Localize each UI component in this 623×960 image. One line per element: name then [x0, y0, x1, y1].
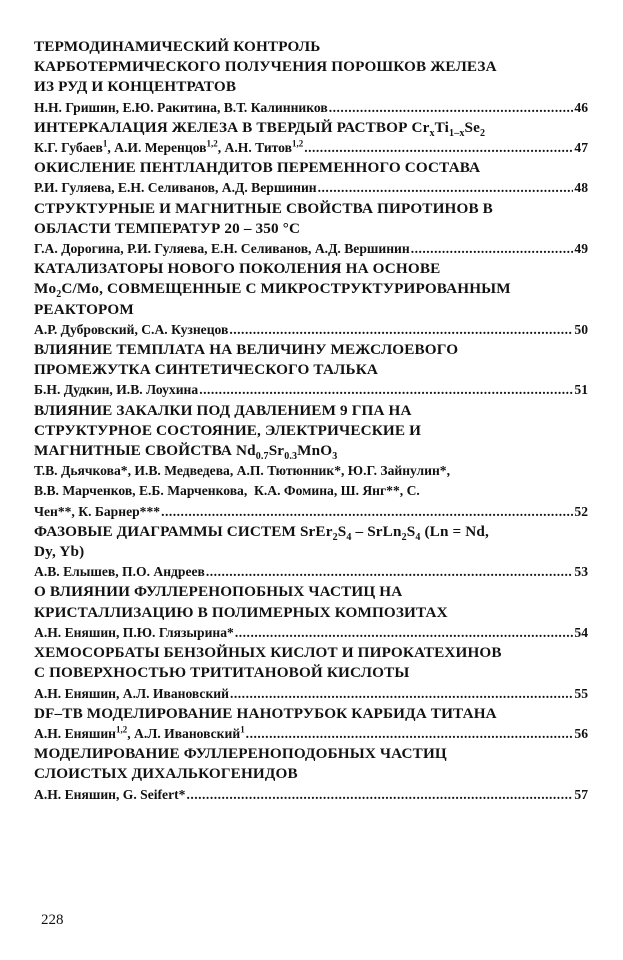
toc-entry: [34, 582, 588, 643]
entry-authors: К.Г. Губаев$^1$, А.И. Меренцов$^{1,2}$, А.Н. Титов$^{1,2}$: [34, 138, 304, 156]
dot-leader: [199, 380, 573, 400]
entry-title-line: ИНТЕРКАЛАЦИЯ ЖЕЛЕЗА В ТВЕРДЫЙ РАСТВОР $Cr_xTi_{1-x}Se_2$: [34, 118, 486, 139]
entry-authors-line: В.В. Марченков, Е.Б. Марченкова, К.А. Фомина, Ш. Янг**, С.: [34, 483, 420, 499]
entry-title-line: КАТАЛИЗАТОРЫ НОВОГО ПОКОЛЕНИЯ НА ОСНОВЕ: [34, 260, 441, 278]
entry-authors-row: [34, 684, 588, 704]
toc-entry: [34, 643, 588, 704]
entry-page-number: 57: [574, 786, 588, 802]
toc-entry: [34, 37, 588, 118]
dot-leader: [230, 684, 573, 704]
entry-title-line: СТРУКТУРНЫЕ И МАГНИТНЫЕ СВОЙСТВА ПИРОТИНОВ В: [34, 199, 493, 217]
entry-authors-row: [34, 98, 588, 118]
entry-page-number: 56: [574, 725, 588, 741]
entry-authors: Б.Н. Дудкин, И.В. Лоухина: [34, 382, 199, 398]
entry-authors-row: [34, 320, 588, 340]
entry-authors-row: [34, 623, 588, 643]
entry-title-line: РЕАКТОРОМ: [34, 300, 134, 318]
toc-entry: [34, 340, 588, 401]
entry-page-number: 55: [574, 685, 588, 701]
entry-authors-row: [34, 239, 588, 259]
dot-leader: [304, 138, 573, 158]
entry-authors: А.В. Елышев, П.О. Андреев: [34, 564, 205, 580]
entry-title-line: ТЕРМОДИНАМИЧЕСКИЙ КОНТРОЛЬ: [34, 38, 321, 55]
entry-authors: А.Н. Еняшин, G. Seifert*: [34, 786, 186, 802]
entry-title-line: ВЛИЯНИЕ ТЕМПЛАТА НА ВЕЛИЧИНУ МЕЖСЛОЕВОГО: [34, 341, 459, 359]
entry-authors: Г.А. Дорогина, Р.И. Гуляева, Е.Н. Селиванов, А.Д. Вершинин: [34, 241, 410, 257]
entry-authors-line: Т.В. Дьячкова*, И.В. Медведева, А.П. Тютюнник*, Ю.Г. Зайнулин*,: [34, 463, 451, 479]
entry-authors: Н.Н. Гришин, Е.Ю. Ракитина, В.Т. Калинников: [34, 99, 328, 115]
toc-entry: [34, 199, 588, 260]
entry-authors: А.Н. Еняшин$^{1,2}$, А.Л. Ивановский$^1$: [34, 724, 245, 741]
entry-title-line: КРИСТАЛЛИЗАЦИЮ В ПОЛИМЕРНЫХ КОМПОЗИТАХ: [34, 603, 448, 621]
entry-title-line: МАГНИТНЫЕ СВОЙСТВА $Nd_{0.7}Sr_{0.3}MnO_3$: [34, 442, 338, 463]
entry-title-line: ОБЛАСТИ ТЕМПЕРАТУР 20 – 350 °С: [34, 219, 301, 237]
entry-title-line: ФАЗОВЫЕ ДИАГРАММЫ СИСТЕМ $SrEr_2S_4$ – $SrLn_2S_4$ (Ln = Nd,: [34, 522, 489, 543]
dot-leader: [235, 623, 574, 643]
entry-authors-row: [34, 380, 588, 400]
toc-entry: [34, 401, 588, 522]
toc-entry: [34, 118, 588, 158]
entry-page-number: 48: [574, 180, 588, 196]
dot-leader: [246, 724, 574, 744]
page-number: 228: [41, 912, 64, 928]
entry-authors: А.Р. Дубровский, С.А. Кузнецов: [34, 321, 229, 337]
dot-leader: [206, 562, 574, 582]
dot-leader: [329, 98, 574, 118]
entry-authors-row: [34, 785, 588, 805]
entry-page-number: 49: [574, 241, 588, 257]
entry-title-line: МОДЕЛИРОВАНИЕ ФУЛЛЕРЕНОПОДОБНЫХ ЧАСТИЦ: [34, 745, 447, 763]
dot-leader: [186, 785, 573, 805]
entry-page-number: 51: [574, 382, 588, 398]
entry-title-line: ВЛИЯНИЕ ЗАКАЛКИ ПОД ДАВЛЕНИЕМ 9 ГПА НА: [34, 401, 412, 419]
entry-title-line: ПРОМЕЖУТКА СИНТЕТИЧЕСКОГО ТАЛЬКА: [34, 361, 378, 379]
dot-leader: [411, 239, 574, 259]
entry-authors: А.Н. Еняшин, А.Л. Ивановский: [34, 685, 229, 701]
entry-authors: А.Н. Еняшин, П.Ю. Глязырина*: [34, 624, 234, 640]
entry-title-line: $Mo_2C/Mo$, СОВМЕЩЕННЫЕ С МИКРОСТРУКТУРИРОВАННЫМ: [34, 280, 511, 301]
entry-page-number: 52: [574, 503, 588, 519]
toc-entry: [34, 522, 588, 583]
entry-title-line: СТРУКТУРНОЕ СОСТОЯНИЕ, ЭЛЕКТРИЧЕСКИЕ И: [34, 421, 422, 439]
entry-title-line: КАРБОТЕРМИЧЕСКОГО ПОЛУЧЕНИЯ ПОРОШКОВ ЖЕЛЕЗА: [34, 58, 497, 76]
entry-authors-row: [34, 178, 588, 198]
entry-title-line: ИЗ РУД И КОНЦЕНТРАТОВ: [34, 78, 237, 96]
toc-entry: [34, 259, 588, 340]
toc-entry: [34, 704, 588, 744]
entry-authors: Р.И. Гуляева, Е.Н. Селиванов, А.Д. Вершинин: [34, 180, 317, 196]
entry-page-number: 46: [574, 99, 588, 115]
entry-authors-row: [34, 562, 588, 582]
toc-entry: [34, 158, 588, 198]
dot-leader: [318, 178, 574, 198]
entry-title-line: ХЕМОСОРБАТЫ БЕНЗОЙНЫХ КИСЛОТ И ПИРОКАТЕХИНОВ: [34, 644, 502, 662]
entry-page-number: 53: [574, 564, 588, 580]
entry-title-line: ОКИСЛЕНИЕ ПЕНТЛАНДИТОВ ПЕРЕМЕННОГО СОСТАВА: [34, 159, 481, 177]
entry-authors: Чен**, К. Барнер***: [34, 503, 161, 519]
entry-page-number: 54: [574, 624, 588, 640]
entry-authors-row: [34, 724, 588, 744]
dot-leader: [229, 320, 573, 340]
entry-title-line: С ПОВЕРХНОСТЬЮ ТРИТИТАНОВОЙ КИСЛОТЫ: [34, 664, 410, 682]
entry-authors-row: [34, 138, 588, 158]
table-of-contents: [34, 37, 588, 805]
entry-page-number: 50: [574, 321, 588, 337]
entry-title-line: DF–TB МОДЕЛИРОВАНИЕ НАНОТРУБОК КАРБИДА ТИТАНА: [34, 704, 497, 722]
entry-title-line: СЛОИСТЫХ ДИХАЛЬКОГЕНИДОВ: [34, 765, 298, 783]
entry-title-line: О ВЛИЯНИИ ФУЛЛЕРЕНОПОБНЫХ ЧАСТИЦ НА: [34, 583, 403, 601]
dot-leader: [161, 502, 573, 522]
entry-authors-row: [34, 502, 588, 522]
entry-page-number: 47: [574, 140, 588, 156]
toc-entry: [34, 744, 588, 805]
entry-title-line: Dy, Yb): [34, 543, 85, 561]
